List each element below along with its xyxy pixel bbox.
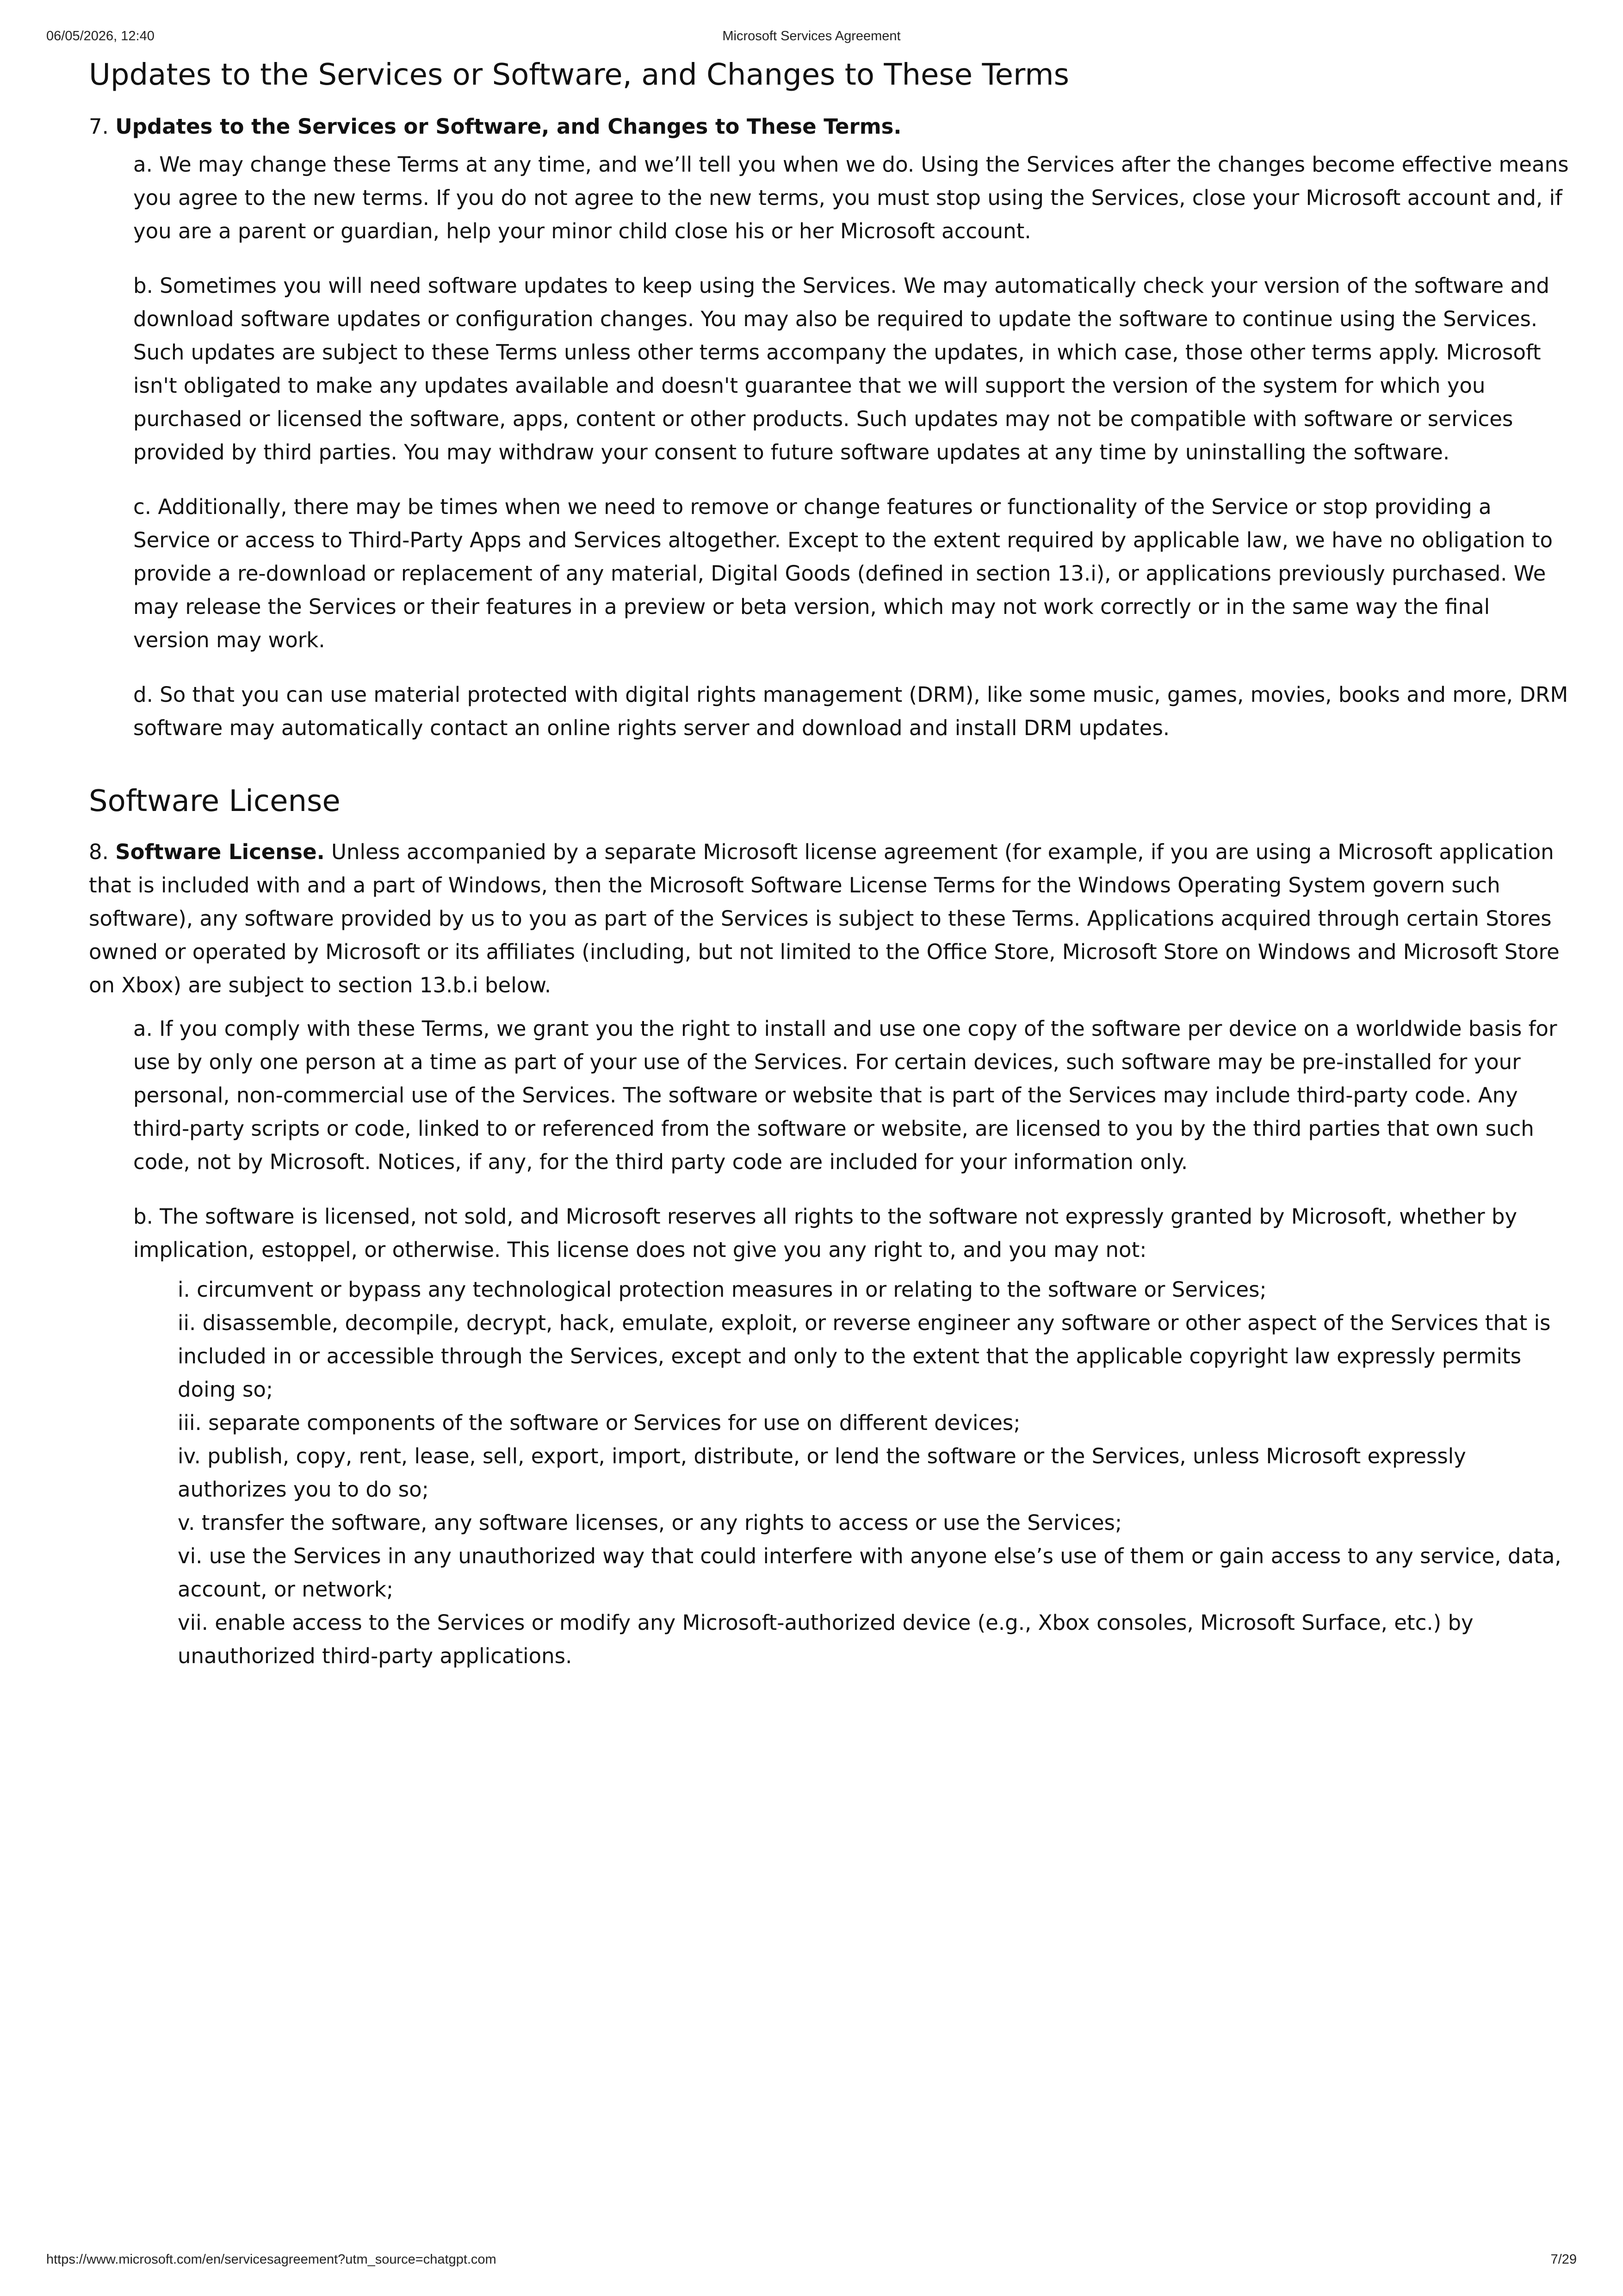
section-7-para-c: c. Additionally, there may be times when we need to remove or change features or functionality of the Service or stop providing a Service or access to Third-Party Apps and Services altogether. Except to the extent required by applicable law, we have no obligation to provide a re-download or replacement of any material, Digital Goods (defined in section 13.i), or applications previously purchased. We may release the Services or their features in a preview or beta version, which may not work correctly or in the same way the final version may work. [133,495,1553,652]
restriction-item: i. circumvent or bypass any technological protection measures in or relating to the software or Services; [178,1277,1267,1302]
section-7-para-a: a. We may change these Terms at any time, and we’ll tell you when we do. Using the Services after the changes become effective means you agree to the new terms. If you do not agree to the new terms, you must stop using the Services, close your Microsoft account and, if you are a parent or guardian, help your minor child close his or her Microsoft account. [133,152,1569,243]
section-8-bold-heading: Software License. [115,840,325,864]
section-7-para-d: d. So that you can use material protected with digital rights management (DRM), like some music, games, movies, books and more, DRM software may automatically contact an online rights server and download and install DRM updates. [133,682,1568,740]
print-url: https://www.microsoft.com/en/servicesagreement?utm_source=chatgpt.com [46,2252,496,2267]
print-page-title: Microsoft Services Agreement [722,29,901,43]
section-8-intro: Unless accompanied by a separate Microsoft license agreement (for example, if you are using a Microsoft application that is included with and a part of Windows, then the Microsoft Software License Terms for the Windows Operating System govern such software), any software provided by us to you as part of the Services is subject to these Terms. Applications acquired through certain Stores owned or operated by Microsoft or its affiliates (including, but not limited to the Office Store, Microsoft Store on Windows and Microsoft Store on Xbox) are subject to section 13.b.i below. [89,840,1560,997]
section-7-title [89,52,1569,98]
section-7-heading [89,110,1569,143]
page-number: 7/29 [1550,2252,1577,2267]
section-8-number: 8. [89,840,109,864]
section-7-number: 7. [89,114,109,139]
section-8-title: Software License [89,784,341,818]
section-8-intro-paragraph [89,835,1569,1002]
section-7-bold-heading: Updates to the Services or Software, and Changes to These Terms. [115,114,902,139]
restriction-item: vi. use the Services in any unauthorized way that could interfere with anyone else’s use of them or gain access to any service, data, account, or network; [178,1544,1561,1602]
print-footer [0,2252,1623,2271]
section-7-title-text: Updates to the Services or Software, and Changes to These Terms [89,58,1069,92]
section-8-para-a: a. If you comply with these Terms, we grant you the right to install and use one copy of the software per device on a worldwide basis for use by only one person at a time as part of your use of the Services. For certain devices, such software may be pre-installed for your personal, non-commercial use of the Services. The software or website that is part of the Services may include third-party code. Any third-party scripts or code, linked to or referenced from the software or website, are licensed to you by the third parties that own such code, not by Microsoft. Notices, if any, for the third party code are included for your information only. [133,1016,1557,1174]
restrictions-list [178,1273,1569,1673]
document-content [89,52,1569,1673]
section-7-para-b: b. Sometimes you will need software updates to keep using the Services. We may automatically check your version of the software and download software updates or configuration changes. You may also be required to update the software to continue using the Services. Such updates are subject to these Terms unless other terms accompany the updates, in which case, those other terms apply. Microsoft isn't obligated to make any updates available and doesn't guarantee that we will support the version of the system for which you purchased or licensed the software, apps, content or other products. Such updates may not be compatible with software or services provided by third parties. You may withdraw your consent to future software updates at any time by uninstalling the software. [133,273,1549,464]
restriction-item: v. transfer the software, any software licenses, or any rights to access or use the Services; [178,1510,1122,1535]
print-datetime: 06/05/2026, 12:40 [46,29,155,43]
section-8-para-b: b. The software is licensed, not sold, and Microsoft reserves all rights to the software not expressly granted by Microsoft, whether by implication, estoppel, or otherwise. This license does not give you any right to, and you may not: [133,1204,1518,1262]
print-header [0,29,1623,47]
restriction-item: vii. enable access to the Services or modify any Microsoft-authorized device (e.g., Xbox consoles, Microsoft Surface, etc.) by unauthorized third-party applications. [178,1610,1474,1668]
restriction-item: ii. disassemble, decompile, decrypt, hack, emulate, exploit, or reverse engineer any software or other aspect of the Services that is included in or accessible through the Services, except and only to the extent that the applicable copyright law expressly permits doing so; [178,1311,1551,1402]
restriction-item: iv. publish, copy, rent, lease, sell, export, import, distribute, or lend the software or the Services, unless Microsoft expressly authorizes you to do so; [178,1444,1466,1502]
restriction-item: iii. separate components of the software or Services for use on different devices; [178,1411,1021,1435]
